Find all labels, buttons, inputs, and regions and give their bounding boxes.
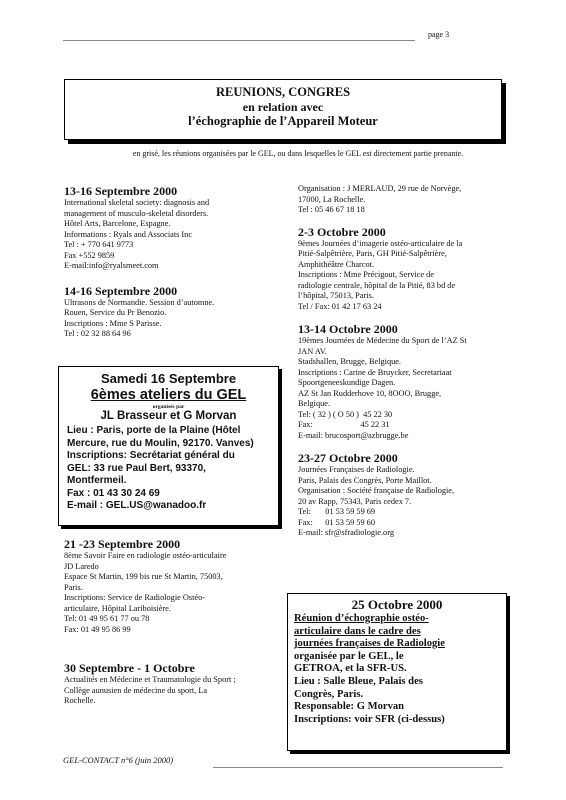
event-line: E-mail:info@ryalsmeet.com — [64, 261, 159, 270]
event-line: Organisation : Société française de Radiologie, — [298, 486, 455, 495]
event-line: management of musculo-skeletal disorders. — [64, 208, 209, 218]
event-line: 20 av Rapp, 75343, Paris cedex 7. — [298, 496, 412, 506]
event-line: Amphithéâtre Charcot. — [298, 259, 375, 269]
workshop-organised-by: organisés par — [152, 404, 185, 410]
event-line: Rouen, Service du Pr Benozio. — [64, 308, 167, 317]
event-line: Paris, Palais des Congrès, Porte Maillot. — [298, 475, 432, 485]
gel-workshop-box — [58, 366, 279, 526]
event-line: Inscriptions : Mme Précigout, Service de — [298, 270, 434, 279]
workshop-detail-line: GEL: 33 rue Paul Bert, 93370, — [67, 462, 206, 474]
workshop-fax: Fax : 01 43 30 24 69 — [67, 487, 160, 499]
event-line: Fax +552 9859 — [64, 250, 115, 260]
event-line: Inscriptions : Mme S Parisse. — [64, 318, 162, 328]
header-rule — [63, 40, 415, 41]
event-block — [64, 537, 284, 635]
workshop-detail-line: Inscriptions: Secrétariat général du — [67, 450, 235, 461]
event-line: 17000, La Rochelle. — [298, 194, 366, 204]
workshop-email[interactable]: E-mail : GEL.US@wanadoo.fr — [67, 500, 207, 511]
event-line: Tel: ( 32 ) ( O 50 ) 45 22 30 — [298, 409, 393, 419]
event-line: 8ème Savoir Faire en radiologie ostéo-articulaire — [64, 551, 227, 560]
event-line: Spoortgeneeskundige Dagen. — [298, 378, 396, 387]
meeting-line: organisée par le GEL, le — [294, 650, 404, 662]
event-line: Fax: 45 22 31 — [298, 420, 390, 429]
event-line: Tel / Fax: 01 42 17 63 24 — [298, 301, 382, 311]
meeting-date: 25 Octobre 2000 — [351, 597, 443, 612]
event-line: Informations : Ryals and Associats Inc — [64, 229, 193, 239]
event-line: Tel : + 770 641 9773 — [64, 240, 134, 249]
event-line: Tel: 01 53 59 59 69 — [298, 507, 376, 516]
meeting-details — [288, 613, 506, 726]
meeting-line: Réunion d’échographie ostéo- — [294, 613, 429, 624]
meeting-line: Responsable: G Morvan — [294, 701, 405, 713]
meeting-line: articulaire dans le cadre des — [294, 625, 421, 637]
event-line: Fax: 01 49 95 86 99 — [64, 624, 131, 634]
event-block — [298, 322, 508, 441]
left-events-top — [64, 184, 284, 340]
title-line-2: en relation avec — [242, 100, 324, 114]
event-line: articulaire, Hôpital Lariboisière. — [64, 603, 171, 613]
workshop-detail-line: Montfermeil. — [67, 475, 127, 486]
event-line: l’hôpital, 75013, Paris. — [298, 291, 374, 300]
workshop-title: 6èmes ateliers du GEL — [90, 387, 247, 403]
event-line: JD Laredo — [64, 561, 99, 571]
event-line: Journées Françaises de Radiologie. — [298, 465, 415, 474]
event-line: E-mail: brucosport@azbrugge.be — [298, 430, 409, 440]
event-block — [64, 184, 284, 272]
meeting-line: Lieu : Salle Bleue, Palais des — [294, 675, 423, 687]
event-date: 13-14 Octobre 2000 — [298, 322, 398, 336]
event-line: 9èmes Journées d’imagerie ostéo-articulaire de la — [298, 238, 463, 248]
event-date: 30 Septembre - 1 Octobre — [64, 661, 195, 675]
event-line: Inscriptions : Carine de Bruycker, Secretariaat — [298, 367, 452, 377]
intro-note: en grisé, les réunions organisées par le GEL, ou dans lesquelles le GEL est directement partie prenante. — [132, 149, 464, 158]
event-date: 14-16 Septembre 2000 — [64, 283, 178, 298]
event-line: radiologie centrale, hôpital de la Pitié, 83 bd de — [298, 280, 456, 290]
event-line: Inscriptions: Service de Radiologie Ostéo- — [64, 593, 206, 602]
event-line: Hôtel Arts, Barcelone, Espagne. — [64, 219, 171, 228]
workshop-date: Samedi 16 Septembre — [100, 371, 237, 386]
page-number: page 3 — [428, 30, 450, 39]
event-block — [298, 225, 508, 313]
event-line: Tel : 05 46 67 18 18 — [298, 205, 365, 214]
workshop-organizers: JL Brasseur et G Morvan — [100, 410, 237, 422]
meeting-line: Inscriptions: voir SFR (ci-dessus) — [294, 713, 445, 725]
event-line: Collège aunusien de médecine du sport, La — [64, 685, 208, 695]
event-line: Ultrasons de Normandie. Session d’automne. — [64, 297, 215, 307]
title-line-3: l’échographie de l’Appareil Moteur — [188, 114, 378, 128]
event-line: Rochelle. — [64, 696, 96, 705]
event-line: JAN AV. — [298, 346, 327, 356]
workshop-detail-line: Lieu : Paris, porte de la Plaine (Hôtel — [67, 425, 241, 436]
event-line: Tel : 02 32 88 64 96 — [64, 329, 131, 338]
meeting-line: GETROA, et la SFR-US. — [294, 663, 407, 675]
event-block — [64, 661, 284, 707]
footer-text: GEL-CONTACT n°6 (juin 2000) — [63, 755, 174, 765]
event-line: E-mail: sfr@sfradiologie.org — [298, 528, 394, 537]
event-block — [298, 451, 508, 539]
title-box — [64, 79, 502, 140]
event-line: Stadshallen, Brugge, Belgique. — [298, 357, 402, 366]
right-events — [298, 184, 508, 539]
event-line: Tel: 01 49 95 61 77 ou 78 — [64, 614, 150, 623]
meeting-line: Congrès, Paris. — [294, 688, 364, 700]
event-line: AZ St Jan Rudderhove 10, 8OOO, Brugge, — [298, 388, 442, 398]
event-date: 23-27 Octobre 2000 — [298, 451, 398, 465]
event-date: 2-3 Octobre 2000 — [298, 224, 386, 239]
event-line: Belgique. — [298, 399, 331, 408]
event-line: Pitié-Salpêtrière, Paris, GH Pitié-Salpêtrière, — [298, 249, 447, 258]
event-line: Actualités en Médecine et Traumatologie du Sport ; — [64, 675, 236, 684]
gel-meeting-box — [287, 593, 507, 751]
footer-rule — [213, 767, 503, 768]
event-block — [64, 284, 284, 340]
workshop-details — [59, 425, 278, 513]
event-date: 21 -23 Septembre 2000 — [64, 537, 181, 551]
event-line: Fax: 01 53 59 59 60 — [298, 517, 375, 527]
event-line: International skeletal society: diagnosis and — [64, 198, 210, 207]
left-events-bottom — [64, 537, 284, 707]
event-line: Espace St Martin, 199 bis rue St Martin, 75003, — [64, 572, 223, 581]
event-line: 19èmes Journées de Médecine du Sport de l’AZ St — [298, 336, 467, 345]
event-line: Organisation : J MERLAUD, 29 rue de Norvège, — [298, 184, 462, 193]
event-line: Paris. — [64, 582, 83, 592]
title-line-1: REUNIONS, CONGRES — [215, 85, 351, 99]
meeting-line: journées françaises de Radiologie — [294, 638, 445, 650]
event-continuation — [298, 184, 508, 216]
workshop-detail-line: Mercure, rue du Moulin, 92170. Vanves) — [67, 437, 254, 449]
event-date: 13-16 Septembre 2000 — [64, 184, 178, 198]
